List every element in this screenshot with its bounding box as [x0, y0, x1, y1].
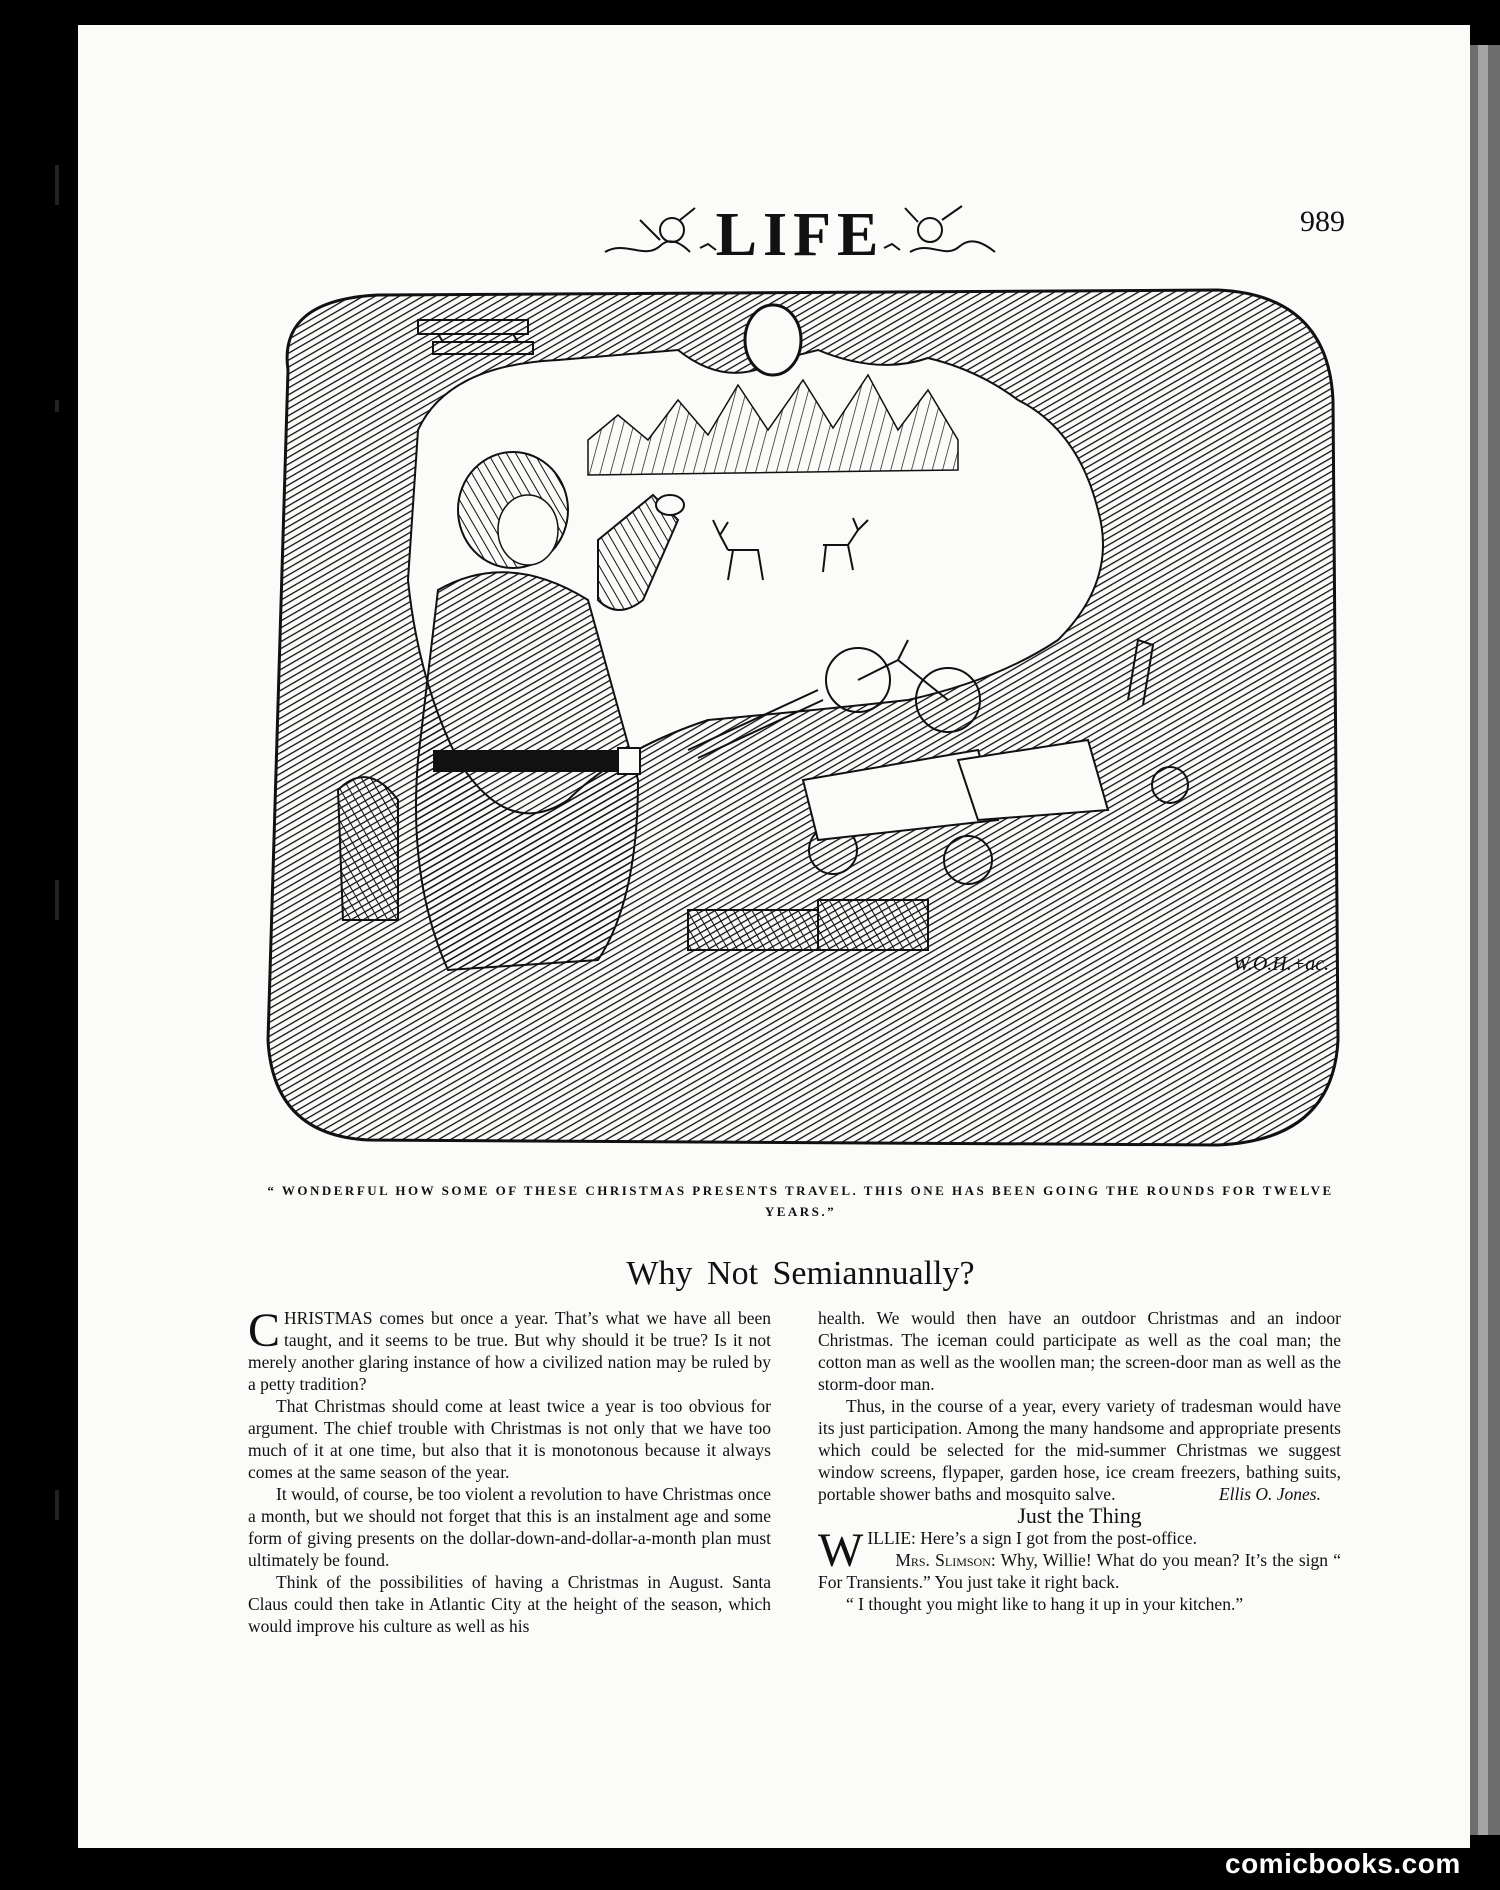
drop-cap: W: [818, 1524, 864, 1577]
page-edge-highlight: [1478, 45, 1488, 1835]
gutter-mark: [55, 1490, 59, 1520]
article-column-right: [818, 1307, 1341, 1615]
article-paragraph: It would, of course, be too violent a revolution to have Christmas once a month, but we should not forget that this is an instalment age and some form of giving presents on the dollar-down-and-dollar-a-month plan must ultimately be found.: [248, 1484, 771, 1570]
article-paragraph: Think of the possibilities of having a Christmas in August. Santa Claus could then take in Atlantic City at the height of the season, which would improve his culture as well as his: [248, 1572, 771, 1636]
drop-cap: C: [248, 1304, 281, 1357]
page-number: 989: [1300, 205, 1345, 238]
dialogue-line: WILLIE: Here’s a sign I got from the post-office.: [818, 1524, 1197, 1577]
speaker-name: Mrs. Slimson:: [895, 1550, 996, 1570]
artist-signature: W.O.H.+ac.: [1233, 953, 1330, 975]
gutter-mark: [55, 400, 59, 412]
piece-title: Just the Thing: [1017, 1503, 1142, 1528]
article-paragraph: That Christmas should come at least twice a year is too obvious for argument. The chief trouble with Christmas is not only that we have too much of it at one time, but also that it is monotonous because it always comes at the same season of the year.: [248, 1396, 771, 1482]
site-watermark: comicbooks.com: [1225, 1848, 1461, 1879]
santa-cave-illustration: [258, 280, 1343, 1150]
article-paragraph: health. We would then have an outdoor Christmas and an indoor Christmas. The iceman could participate as well as the coal man; the cotton man as well as the woollen man; the screen-door man as well as the storm-door man.: [818, 1308, 1341, 1394]
article-title: Why Not Semiannually?: [626, 1255, 975, 1292]
gutter-mark: [55, 165, 59, 205]
illustration-caption: “ WONDERFUL HOW SOME OF THESE CHRISTMAS PRESENTS TRAVEL. THIS ONE HAS BEEN GOING THE ROUNDS FOR TWELVE YEARS.”: [267, 1183, 1334, 1219]
article-paragraph: Thus, in the course of a year, every variety of tradesman would have its just participation. Among the many handsome and appropriate presents which could be selected for the mid-summer Christmas we suggest window screens, flypaper, garden hose, ice cream freezers, bathing suits, portable shower baths and mosquito salve. Ellis O. Jones.: [818, 1396, 1341, 1504]
dialogue-line: “ I thought you might like to hang it up in your kitchen.”: [846, 1594, 1244, 1614]
article-paragraph: CHRISTMAS comes but once a year. That’s what we have all been taught, and it seems to be true. But why should it be true? Is it not merely another glaring instance of how a civilized nation may be ruled by a petty tradition?: [248, 1304, 771, 1394]
animal-figure: [338, 777, 398, 920]
article-column-left: [248, 1304, 771, 1637]
masthead: [600, 200, 1000, 280]
dialogue-line: Mrs. Slimson: Why, Willie! What do you mean? It’s the sign “ For Transients.” You just take it right back.: [818, 1550, 1341, 1592]
gutter-mark: [55, 880, 59, 920]
article-author: Ellis O. Jones.: [1218, 1484, 1321, 1504]
magazine-title: LIFE: [715, 201, 885, 269]
